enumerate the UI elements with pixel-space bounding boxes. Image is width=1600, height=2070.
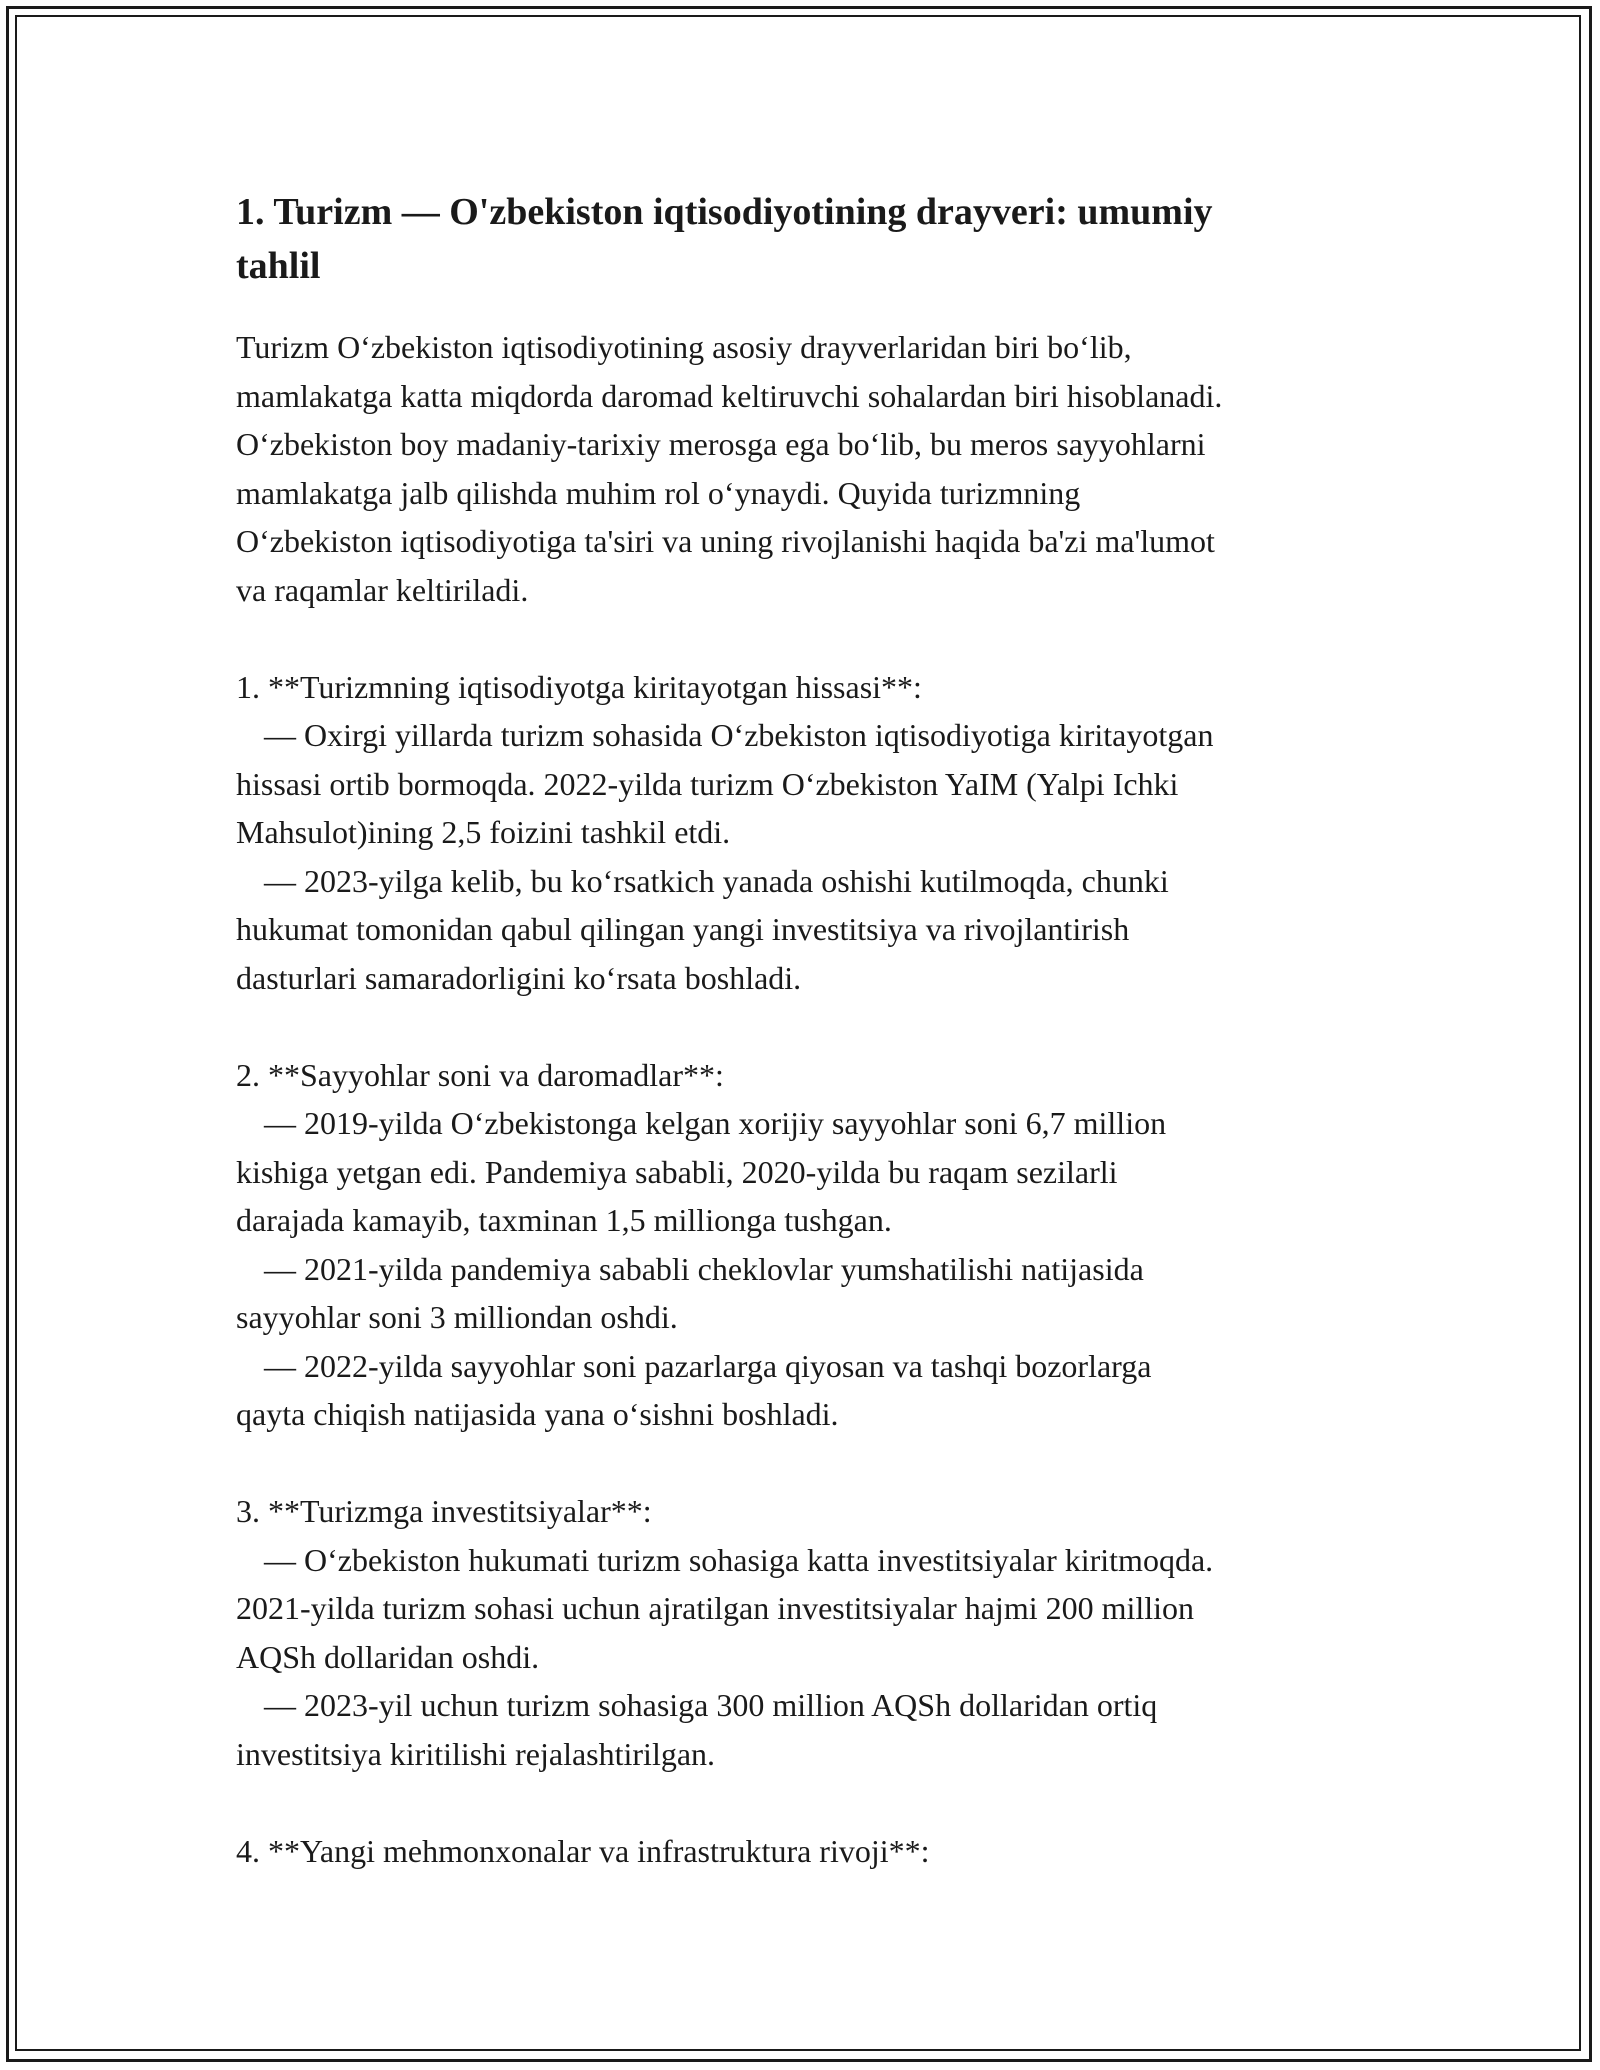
- text-line: Oʻzbekiston boy madaniy-tarixiy merosga ega boʻlib, bu meros sayyohlarni: [236, 426, 1206, 462]
- text-line: darajada kamayib, taxminan 1,5 millionga tushgan.: [236, 1202, 892, 1238]
- title-line: tahlil: [236, 245, 321, 287]
- document-body: [236, 185, 1386, 1875]
- section-heading: 3. **Turizmga investitsiyalar**:: [236, 1493, 652, 1529]
- title-line: 1. Turizm — O'zbekiston iqtisodiyotining drayveri: umumiy: [236, 191, 1213, 233]
- bullet-line: — 2023-yilga kelib, bu koʻrsatkich yanada oshishi kutilmoqda, chunki: [264, 862, 1169, 899]
- bullet-line: — 2021-yilda pandemiya sababli cheklovlar yumshatilishi natijasida: [264, 1250, 1144, 1287]
- text-line: Turizm Oʻzbekiston iqtisodiyotining asosiy drayverlaridan biri boʻlib,: [236, 329, 1132, 365]
- text-line: 2021-yilda turizm sohasi uchun ajratilgan investitsiyalar hajmi 200 million: [236, 1590, 1195, 1626]
- section-4: [236, 1827, 1386, 1876]
- bullet-line: — 2023-yil uchun turizm sohasiga 300 million AQSh dollaridan ortiq: [264, 1687, 1158, 1723]
- bullet-line: — Oʻzbekiston hukumati turizm sohasiga katta investitsiyalar kiritmoqda.: [264, 1541, 1214, 1578]
- document-title: [236, 185, 1386, 293]
- paragraph-gap: [236, 1778, 1386, 1827]
- text-line: Oʻzbekiston iqtisodiyotiga ta'siri va uning rivojlanishi haqida ba'zi ma'lumot: [236, 523, 1215, 559]
- bullet-line: — Oxirgi yillarda turizm sohasida Oʻzbekiston iqtisodiyotiga kiritayotgan: [264, 717, 1214, 753]
- text-line: dasturlari samaradorligini koʻrsata boshladi.: [236, 959, 802, 996]
- section-1: [236, 663, 1386, 1003]
- section-3: [236, 1487, 1386, 1778]
- intro-paragraph: [236, 323, 1386, 614]
- text-line: investitsiya kiritilishi rejalashtirilgan.: [236, 1735, 716, 1772]
- text-line: kishiga yetgan edi. Pandemiya sababli, 2020-yilda bu raqam sezilarli: [236, 1153, 1118, 1190]
- paragraph-gap: [236, 1439, 1386, 1488]
- text-line: mamlakatga katta miqdorda daromad keltiruvchi sohalardan biri hisoblanadi.: [236, 377, 1223, 414]
- section-2: [236, 1051, 1386, 1439]
- bullet-line: — 2022-yilda sayyohlar soni pazarlarga qiyosan va tashqi bozorlarga: [264, 1347, 1152, 1384]
- text-line: AQSh dollaridan oshdi.: [236, 1638, 540, 1675]
- text-line: mamlakatga jalb qilishda muhim rol oʻynaydi. Quyida turizmning: [236, 474, 1081, 511]
- text-line: Mahsulot)ining 2,5 foizini tashkil etdi.: [236, 814, 731, 850]
- paragraph-gap: [236, 1002, 1386, 1051]
- text-line: hissasi ortib bormoqda. 2022-yilda turizm Oʻzbekiston YaIM (Yalpi Ichki: [236, 765, 1179, 802]
- text-line: qayta chiqish natijasida yana oʻsishni boshladi.: [236, 1396, 839, 1432]
- section-heading: 4. **Yangi mehmonxonalar va infrastruktura rivoji**:: [236, 1832, 930, 1869]
- text-line: sayyohlar soni 3 milliondan oshdi.: [236, 1299, 678, 1335]
- bullet-line: — 2019-yilda Oʻzbekistonga kelgan xorijiy sayyohlar soni 6,7 million: [264, 1105, 1167, 1141]
- text-line: va raqamlar keltiriladi.: [236, 571, 529, 608]
- section-heading: 1. **Turizmning iqtisodiyotga kiritayotgan hissasi**:: [236, 668, 922, 705]
- section-heading: 2. **Sayyohlar soni va daromadlar**:: [236, 1056, 724, 1093]
- paragraph-gap: [236, 614, 1386, 663]
- text-line: hukumat tomonidan qabul qilingan yangi investitsiya va rivojlantirish: [236, 911, 1130, 947]
